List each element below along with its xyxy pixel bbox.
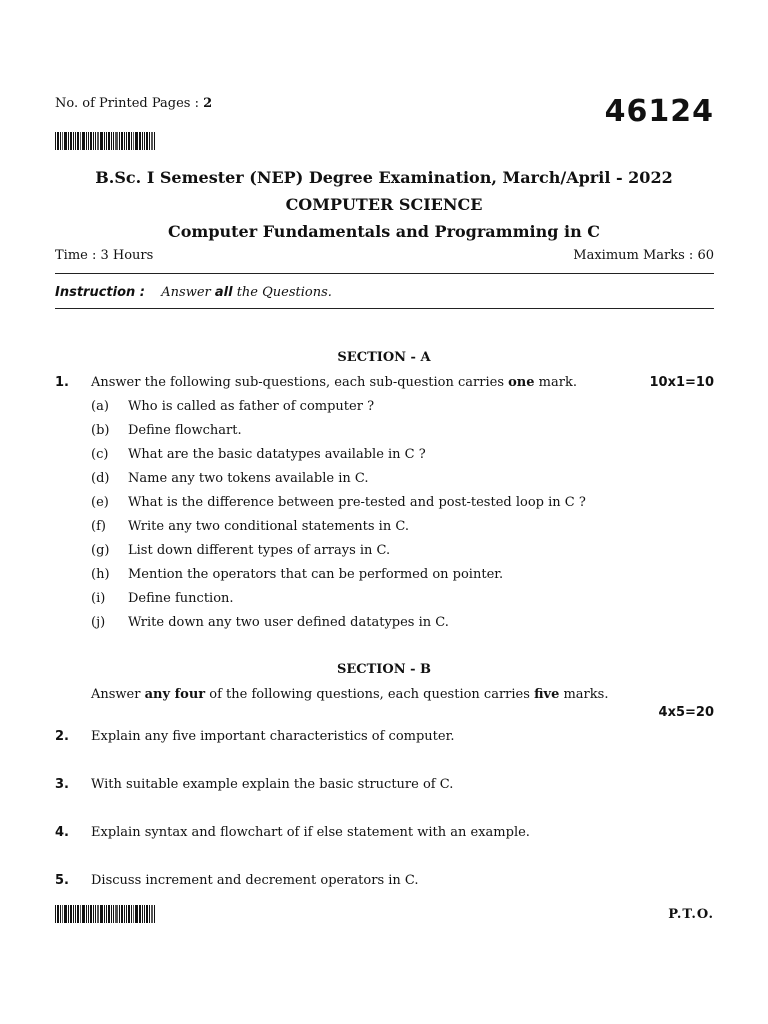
subquestion-letter: (a) — [91, 399, 109, 414]
barcode-stripe — [60, 905, 61, 923]
subquestion-text: What are the basic datatypes available in C ? — [128, 447, 426, 462]
subquestion-text: Write any two conditional statements in C. — [128, 519, 409, 534]
question-1-text-before: Answer the following sub-questions, each sub-question carries — [91, 375, 509, 390]
barcode-stripe — [144, 132, 145, 150]
barcode-stripe — [86, 905, 87, 923]
barcode-stripe — [135, 905, 138, 923]
instruction-text-bold: all — [214, 285, 233, 300]
barcode-stripe — [119, 905, 120, 923]
barcode-stripe — [57, 132, 59, 150]
subquestion-text: Name any two tokens available in C. — [128, 471, 369, 486]
barcode-stripe — [95, 905, 96, 923]
barcode-stripe — [142, 132, 143, 150]
barcode-stripe — [70, 905, 72, 923]
subquestion-text: What is the difference between pre-tested and post-tested loop in C ? — [128, 495, 586, 510]
barcode-stripe — [75, 905, 76, 923]
barcode-stripe — [113, 905, 114, 923]
subquestion-letter: (j) — [91, 615, 106, 630]
divider-instruction — [55, 308, 714, 309]
barcode-stripe — [73, 905, 74, 923]
barcode-stripe — [62, 905, 63, 923]
instruction-label: Instruction : — [55, 285, 145, 300]
subquestion-text: Write down any two user defined datatypes in C. — [128, 615, 449, 630]
subject-title: COMPUTER SCIENCE — [285, 195, 483, 214]
barcode-stripe — [139, 132, 141, 150]
barcode-stripe — [146, 132, 148, 150]
barcode-stripe — [108, 905, 110, 923]
barcode-stripe — [86, 132, 87, 150]
barcode-stripe — [73, 132, 74, 150]
barcode-stripe — [133, 905, 134, 923]
barcode-top — [55, 132, 156, 150]
barcode-stripe — [88, 905, 89, 923]
barcode-stripe — [151, 132, 153, 150]
barcode-stripe — [93, 132, 94, 150]
barcode-stripe — [68, 132, 69, 150]
barcode-stripe — [154, 132, 155, 150]
barcode-stripe — [62, 132, 63, 150]
barcode-stripe — [126, 905, 127, 923]
printed-pages-label: No. of Printed Pages : — [55, 96, 204, 111]
barcode-stripe — [113, 132, 114, 150]
instruction-text-after: the Questions. — [232, 285, 332, 300]
subquestion-letter: (e) — [91, 495, 109, 510]
subquestion-letter: (b) — [91, 423, 110, 438]
barcode-stripe — [100, 905, 103, 923]
exam-title: B.Sc. I Semester (NEP) Degree Examination, March/April - 2022 — [95, 168, 673, 187]
barcode-stripe — [124, 905, 125, 923]
question-number: 3. — [55, 777, 69, 792]
barcode-stripe — [77, 905, 79, 923]
barcode-stripe — [88, 132, 89, 150]
barcode-stripe — [55, 905, 56, 923]
barcode-stripe — [124, 132, 125, 150]
question-1-text-bold: one — [508, 375, 535, 390]
barcode-stripe — [82, 132, 85, 150]
barcode-stripe — [100, 132, 103, 150]
barcode-stripe — [131, 905, 132, 923]
question-1-number: 1. — [55, 375, 69, 390]
subquestion-text: Mention the operators that can be performed on pointer. — [128, 567, 504, 582]
barcode-stripe — [128, 132, 130, 150]
barcode-stripe — [115, 132, 118, 150]
barcode-stripe — [106, 132, 107, 150]
question-1-text — [91, 375, 577, 390]
instruction — [55, 285, 332, 300]
barcode-stripe — [146, 905, 148, 923]
barcode-stripe — [126, 132, 127, 150]
section-a-heading: SECTION - A — [337, 350, 431, 365]
barcode-stripe — [104, 905, 105, 923]
barcode-stripe — [90, 132, 92, 150]
barcode-stripe — [80, 905, 81, 923]
section-b-intro-before: Answer — [91, 687, 145, 702]
question-text: With suitable example explain the basic structure of C. — [91, 777, 454, 792]
barcode-stripe — [131, 132, 132, 150]
question-1-text-after: mark. — [534, 375, 577, 390]
question-number: 4. — [55, 825, 69, 840]
barcode-stripe — [154, 905, 155, 923]
paper-title: Computer Fundamentals and Programming in C — [168, 222, 600, 241]
section-b-intro-after: marks. — [559, 687, 609, 702]
barcode-stripe — [68, 905, 69, 923]
section-a-marks: 10x1=10 — [649, 375, 714, 390]
question-number: 2. — [55, 729, 69, 744]
barcode-stripe — [57, 905, 59, 923]
barcode-stripe — [82, 905, 85, 923]
subquestion-letter: (g) — [91, 543, 110, 558]
paper-code: 46124 — [604, 94, 714, 129]
barcode-stripe — [135, 132, 138, 150]
barcode-stripe — [128, 905, 130, 923]
barcode-stripe — [90, 905, 92, 923]
subquestion-letter: (f) — [91, 519, 106, 534]
barcode-stripe — [70, 132, 72, 150]
section-b-heading: SECTION - B — [336, 662, 432, 677]
printed-pages — [55, 96, 212, 111]
subquestion-letter: (d) — [91, 471, 110, 486]
subquestion-text: List down different types of arrays in C. — [128, 543, 391, 558]
subquestion-text: Who is called as father of computer ? — [128, 399, 375, 414]
instruction-text-before: Answer — [161, 285, 215, 300]
subquestion-text: Define flowchart. — [128, 423, 242, 438]
pto-label: P.T.O. — [668, 907, 714, 922]
barcode-stripe — [55, 132, 56, 150]
barcode-bottom — [55, 905, 156, 923]
time-allowed: Time : 3 Hours — [55, 248, 154, 263]
question-text: Explain syntax and flowchart of if else statement with an example. — [91, 825, 530, 840]
section-b-intro-mid: of the following questions, each question carries — [205, 687, 535, 702]
barcode-stripe — [64, 132, 67, 150]
barcode-stripe — [64, 905, 67, 923]
question-number: 5. — [55, 873, 69, 888]
question-text: Discuss increment and decrement operators in C. — [91, 873, 419, 888]
barcode-stripe — [151, 905, 153, 923]
barcode-stripe — [111, 905, 112, 923]
question-text: Explain any five important characteristics of computer. — [91, 729, 455, 744]
barcode-stripe — [119, 132, 120, 150]
barcode-stripe — [144, 905, 145, 923]
barcode-stripe — [106, 905, 107, 923]
section-b-intro-bold-1: any four — [144, 687, 206, 702]
divider-top — [55, 273, 714, 274]
barcode-stripe — [80, 132, 81, 150]
subquestion-letter: (i) — [91, 591, 106, 606]
barcode-stripe — [97, 132, 99, 150]
barcode-stripe — [149, 132, 150, 150]
barcode-stripe — [75, 132, 76, 150]
printed-pages-value: 2 — [203, 96, 213, 111]
section-b-marks: 4x5=20 — [658, 705, 714, 720]
barcode-stripe — [139, 905, 141, 923]
barcode-stripe — [104, 132, 105, 150]
barcode-stripe — [133, 132, 134, 150]
barcode-stripe — [60, 132, 61, 150]
barcode-stripe — [108, 132, 110, 150]
barcode-stripe — [97, 905, 99, 923]
barcode-stripe — [93, 905, 94, 923]
barcode-stripe — [142, 905, 143, 923]
section-b-intro — [91, 687, 608, 702]
barcode-stripe — [95, 132, 96, 150]
subquestion-letter: (h) — [91, 567, 110, 582]
barcode-stripe — [121, 905, 123, 923]
barcode-stripe — [111, 132, 112, 150]
barcode-stripe — [149, 905, 150, 923]
maximum-marks: Maximum Marks : 60 — [573, 248, 714, 263]
section-b-intro-bold-2: five — [534, 687, 560, 702]
barcode-stripe — [115, 905, 118, 923]
barcode-stripe — [121, 132, 123, 150]
subquestion-text: Define function. — [128, 591, 234, 606]
subquestion-letter: (c) — [91, 447, 109, 462]
barcode-stripe — [77, 132, 79, 150]
